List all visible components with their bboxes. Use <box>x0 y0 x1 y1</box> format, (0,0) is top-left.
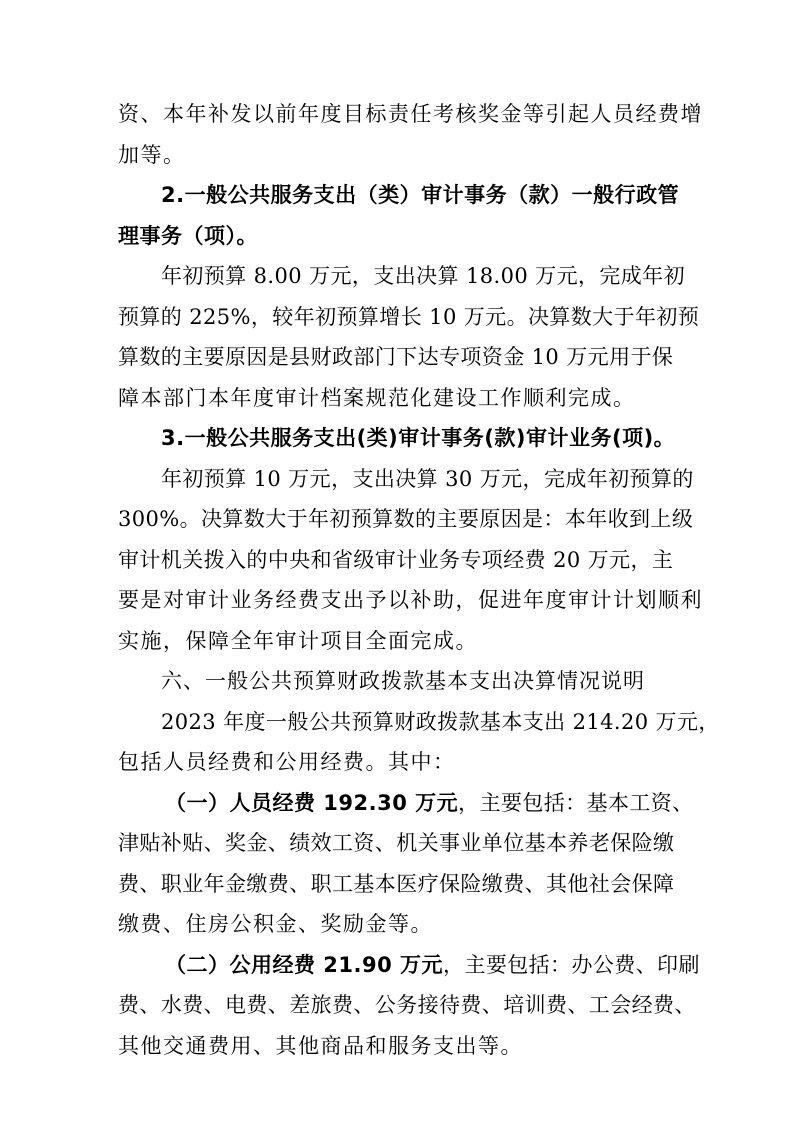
paragraph-line: 津贴补贴、奖金、绩效工资、机关事业单位基本养老保险缴 <box>118 831 675 855</box>
personnel-heading: （一）人员经费 192.30 万元 <box>165 790 459 815</box>
personnel-text: ，主要包括：基本工资、 <box>458 790 694 815</box>
item-heading-2: 2.一般公共服务支出（类）审计事务（款）一般行政管 <box>161 183 680 207</box>
paragraph-line: 预算的 225%，较年初预算增长 10 万元。决算数大于年初预 <box>118 304 700 329</box>
paragraph-line: 资、本年补发以前年度目标责任考核奖金等引起人员经费增 <box>118 102 703 126</box>
paragraph-line: 算数的主要原因是县财政部门下达专项资金 10 万元用于保 <box>118 345 674 369</box>
item-heading-2-cont: 理事务（项）。 <box>118 223 258 248</box>
paragraph-line: 2023 年度一般公共预算财政拨款基本支出 214.20 万元， <box>161 709 720 734</box>
personnel-line <box>118 783 694 824</box>
paragraph-line: 费、职业年金缴费、职工基本医疗保险缴费、其他社会保障 <box>118 871 675 896</box>
paragraph-line: 要是对审计业务经费支出予以补助，促进年度审计计划顺利 <box>118 588 703 612</box>
paragraph-line: 其他交通费用、其他商品和服务支出等。 <box>118 1033 523 1058</box>
public-heading: （二）公用经费 21.90 万元 <box>165 952 444 977</box>
paragraph-line: 年初预算 8.00 万元，支出决算 18.00 万元，完成年初 <box>161 264 685 288</box>
paragraph-line: 包括人员经费和公用经费。其中： <box>118 750 456 774</box>
paragraph-line: 障本部门本年度审计档案规范化建设工作顺利完成。 <box>118 385 636 410</box>
paragraph-line: 费、水费、电费、差旅费、公务接待费、培训费、工会经费、 <box>118 993 696 1017</box>
public-text: ，主要包括：办公费、印刷 <box>443 952 700 977</box>
paragraph-line: 审计机关拨入的中央和省级审计业务专项经费 20 万元，主 <box>118 547 674 572</box>
paragraph-line: 年初预算 10 万元，支出决算 30 万元，完成年初预算的 <box>161 466 694 491</box>
paragraph-line: 实施，保障全年审计项目全面完成。 <box>118 628 478 653</box>
paragraph-line: 加等。 <box>118 142 186 167</box>
section-heading-6: 六、一般公共预算财政拨款基本支出决算情况说明 <box>161 669 645 693</box>
item-heading-3: 3.一般公共服务支出(类)审计事务(款)审计业务(项)。 <box>161 426 676 450</box>
public-line <box>118 945 700 986</box>
paragraph-line: 缴费、住房公积金、奖励金等。 <box>118 912 433 936</box>
paragraph-line: 300%。决算数大于年初预算数的主要原因是：本年收到上级 <box>118 507 694 531</box>
